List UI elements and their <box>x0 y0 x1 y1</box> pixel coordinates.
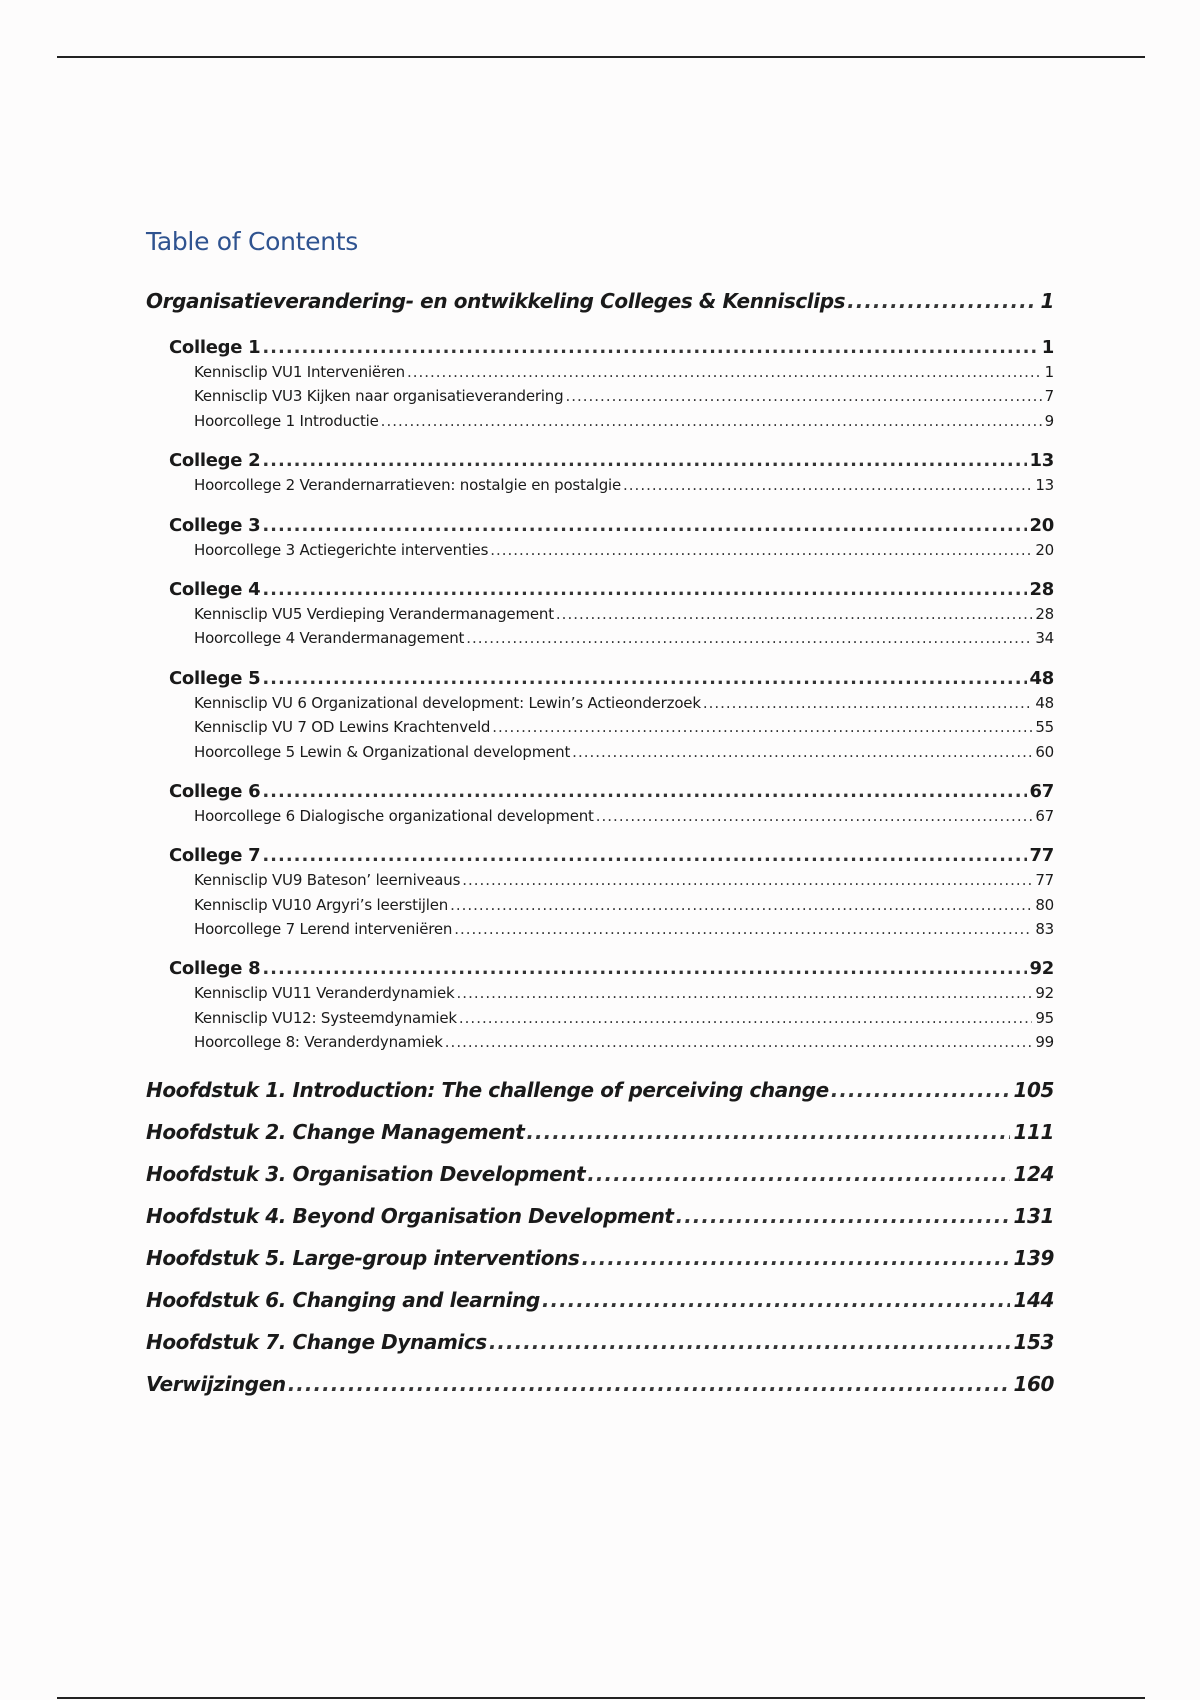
dot-leader <box>288 1363 1011 1405</box>
dot-leader <box>262 957 1026 981</box>
toc-entry-subitem[interactable] <box>146 602 1054 626</box>
toc-page-number: 153 <box>1013 1329 1054 1354</box>
toc-entry-label: Hoorcollege 3 Actiegerichte interventies <box>194 540 489 559</box>
toc-entry-label: Hoofdstuk 5. Large-group interventions <box>146 1245 580 1270</box>
toc-page-number: 20 <box>1029 514 1054 536</box>
toc-entry-label: Organisatieverandering- en ontwikkeling Colleges & Kennisclips <box>146 289 846 313</box>
toc-entry-label: College 5 <box>169 667 261 689</box>
toc-page-number: 92 <box>1029 958 1054 980</box>
dot-leader <box>262 514 1026 538</box>
toc-page-number: 13 <box>1029 450 1054 472</box>
toc-entry-label: Kennisclip VU12: Systeemdynamiek <box>194 1008 457 1027</box>
dot-leader <box>831 1069 1011 1111</box>
dot-leader <box>262 449 1026 473</box>
toc-page-number: 34 <box>1035 629 1054 648</box>
toc-entry-label: Hoofdstuk 1. Introduction: The challenge of perceiving change <box>146 1077 829 1102</box>
dot-leader <box>596 804 1033 828</box>
toc-entry-label: Kennisclip VU 6 Organizational development: Lewin’s Actieonderzoek <box>194 693 701 712</box>
toc-entry-college-2[interactable] <box>146 449 1054 473</box>
toc-page-number: 1 <box>1040 289 1054 313</box>
toc-entry-chapter[interactable] <box>146 1153 1054 1195</box>
dot-leader <box>556 602 1032 626</box>
toc-entry-chapter[interactable] <box>146 1195 1054 1237</box>
dot-leader <box>462 868 1032 892</box>
toc-entry-college-8[interactable] <box>146 957 1054 981</box>
header-rule <box>57 56 1145 58</box>
toc-entry-college-4[interactable] <box>146 578 1054 602</box>
toc-entry-label: Hoorcollege 8: Veranderdynamiek <box>194 1033 443 1052</box>
toc-entry-label: Kennisclip VU 7 OD Lewins Krachtenveld <box>194 718 491 737</box>
dot-leader <box>407 360 1042 384</box>
dot-leader <box>445 1030 1033 1054</box>
toc-entry-label: Kennisclip VU9 Bateson’ leerniveaus <box>194 871 461 890</box>
toc-page-number: 7 <box>1044 387 1054 406</box>
toc-entry-subitem[interactable] <box>146 409 1054 433</box>
toc-entry-college-7[interactable] <box>146 844 1054 868</box>
toc-entry-chapter[interactable] <box>146 1279 1054 1321</box>
toc-entry-label: Hoofdstuk 3. Organisation Development <box>146 1161 586 1186</box>
dot-leader <box>262 578 1026 602</box>
toc-page-number: 124 <box>1013 1161 1054 1186</box>
toc-entry-label: Kennisclip VU10 Argyri’s leerstijlen <box>194 895 449 914</box>
dot-leader <box>466 626 1032 650</box>
toc-entry-subitem[interactable] <box>146 740 1054 764</box>
toc-page-number: 20 <box>1035 540 1054 559</box>
toc-entry-label: College 2 <box>169 450 261 472</box>
toc-page-number: 77 <box>1035 871 1054 890</box>
toc-page-number: 28 <box>1029 578 1054 600</box>
college-list <box>146 336 1054 1055</box>
toc-entry-subitem[interactable] <box>146 868 1054 892</box>
dot-leader <box>703 691 1033 715</box>
toc-entry-label: College 8 <box>169 958 261 980</box>
toc-page-number: 95 <box>1035 1008 1054 1027</box>
toc-page-number: 83 <box>1035 920 1054 939</box>
toc-page-number: 1 <box>1044 363 1054 381</box>
toc-entry-label: Hoorcollege 1 Introductie <box>194 411 379 430</box>
toc-entry-subitem[interactable] <box>146 360 1054 384</box>
toc-entry-label: Hoofdstuk 2. Change Management <box>146 1119 525 1144</box>
dot-leader <box>459 1006 1032 1030</box>
dot-leader <box>489 1321 1011 1363</box>
toc-page-number: 1 <box>1041 337 1054 358</box>
toc-entry-subitem[interactable] <box>146 917 1054 941</box>
toc-page-number: 13 <box>1035 476 1054 495</box>
dot-leader <box>454 917 1032 941</box>
toc-page-number: 55 <box>1035 718 1054 737</box>
toc-page-number: 60 <box>1035 742 1054 761</box>
dot-leader <box>457 981 1033 1005</box>
toc-entry-label: Kennisclip VU11 Veranderdynamiek <box>194 984 455 1003</box>
toc-entry-college-1[interactable] <box>146 336 1054 360</box>
toc-entry-label: College 7 <box>169 845 261 867</box>
toc-entry-chapter[interactable] <box>146 1237 1054 1279</box>
dot-leader <box>542 1279 1011 1321</box>
toc-page-number: 160 <box>1013 1371 1054 1396</box>
toc-page-number: 67 <box>1035 806 1054 825</box>
toc-entry-label: College 6 <box>169 780 261 802</box>
toc-page-number: 48 <box>1029 667 1054 689</box>
dot-leader <box>676 1195 1011 1237</box>
dot-leader <box>572 740 1032 764</box>
toc-page-number: 9 <box>1044 411 1054 430</box>
toc-entry-chapter[interactable] <box>146 1363 1054 1405</box>
toc-page-number: 99 <box>1035 1033 1054 1052</box>
toc-entry-subitem[interactable] <box>146 804 1054 828</box>
toc-entry-college-6[interactable] <box>146 780 1054 804</box>
toc-entry-label: Kennisclip VU1 Interveniëren <box>194 363 405 381</box>
toc-page-number: 92 <box>1035 984 1054 1003</box>
dot-leader <box>262 336 1038 360</box>
toc-page-number: 48 <box>1035 693 1054 712</box>
toc-entry-label: College 1 <box>169 337 261 358</box>
toc-page-number: 28 <box>1035 604 1054 623</box>
toc-entry-label: Hoofdstuk 6. Changing and learning <box>146 1287 540 1312</box>
toc-entry-label: Hoorcollege 5 Lewin & Organizational development <box>194 742 571 761</box>
toc-entry-label: Hoorcollege 6 Dialogische organizational development <box>194 806 594 825</box>
toc-entry-label: Hoofdstuk 4. Beyond Organisation Development <box>146 1203 674 1228</box>
dot-leader <box>581 1237 1010 1279</box>
dot-leader <box>526 1111 1010 1153</box>
toc-entry-subitem[interactable] <box>146 1030 1054 1054</box>
toc-entry-subitem[interactable] <box>146 893 1054 917</box>
dot-leader <box>490 538 1032 562</box>
dot-leader <box>262 780 1026 804</box>
dot-leader <box>262 667 1026 691</box>
dot-leader <box>623 473 1032 497</box>
toc-page-number: 139 <box>1013 1245 1054 1270</box>
toc-title: Table of Contents <box>146 227 358 256</box>
toc-entry-chapter[interactable] <box>146 1321 1054 1363</box>
toc-entry-subitem[interactable] <box>146 384 1054 408</box>
dot-leader <box>847 280 1037 322</box>
table-of-contents <box>146 222 1054 1405</box>
toc-entry-label: Hoorcollege 7 Lerend interveniëren <box>194 920 453 939</box>
footer-rule <box>57 1697 1145 1699</box>
toc-entry-label: Hoofdstuk 7. Change Dynamics <box>146 1329 487 1354</box>
toc-entry-subitem[interactable] <box>146 691 1054 715</box>
toc-entry-subitem[interactable] <box>146 1006 1054 1030</box>
toc-entry-label: Hoorcollege 2 Verandernarratieven: nostalgie en postalgie <box>194 476 622 495</box>
toc-entry-label: Verwijzingen <box>146 1371 286 1396</box>
toc-entry-main[interactable] <box>146 280 1054 322</box>
dot-leader <box>450 893 1032 917</box>
toc-entry-subitem[interactable] <box>146 981 1054 1005</box>
toc-entry-subitem[interactable] <box>146 538 1054 562</box>
dot-leader <box>381 409 1042 433</box>
toc-page-number: 67 <box>1029 780 1054 802</box>
toc-entry-college-5[interactable] <box>146 667 1054 691</box>
toc-entry-subitem[interactable] <box>146 715 1054 739</box>
dot-leader <box>262 844 1026 868</box>
toc-page-number: 105 <box>1013 1077 1054 1102</box>
chapter-list <box>146 1069 1054 1405</box>
dot-leader <box>587 1153 1010 1195</box>
toc-entry-label: College 3 <box>169 514 261 536</box>
toc-page-number: 131 <box>1013 1203 1054 1228</box>
toc-entry-subitem[interactable] <box>146 626 1054 650</box>
toc-entry-chapter[interactable] <box>146 1069 1054 1111</box>
toc-page-number: 80 <box>1035 895 1054 914</box>
dot-leader <box>565 384 1041 408</box>
toc-entry-label: Kennisclip VU3 Kijken naar organisatieverandering <box>194 387 564 406</box>
toc-page-number: 77 <box>1029 845 1054 867</box>
toc-entry-chapter[interactable] <box>146 1111 1054 1153</box>
toc-entry-subitem[interactable] <box>146 473 1054 497</box>
toc-entry-label: Hoorcollege 4 Verandermanagement <box>194 629 465 648</box>
toc-page-number: 144 <box>1013 1287 1054 1312</box>
toc-entry-college-3[interactable] <box>146 514 1054 538</box>
toc-entry-label: Kennisclip VU5 Verdieping Verandermanagement <box>194 604 554 623</box>
dot-leader <box>492 715 1032 739</box>
toc-entry-label: College 4 <box>169 578 261 600</box>
toc-page-number: 111 <box>1013 1119 1054 1144</box>
